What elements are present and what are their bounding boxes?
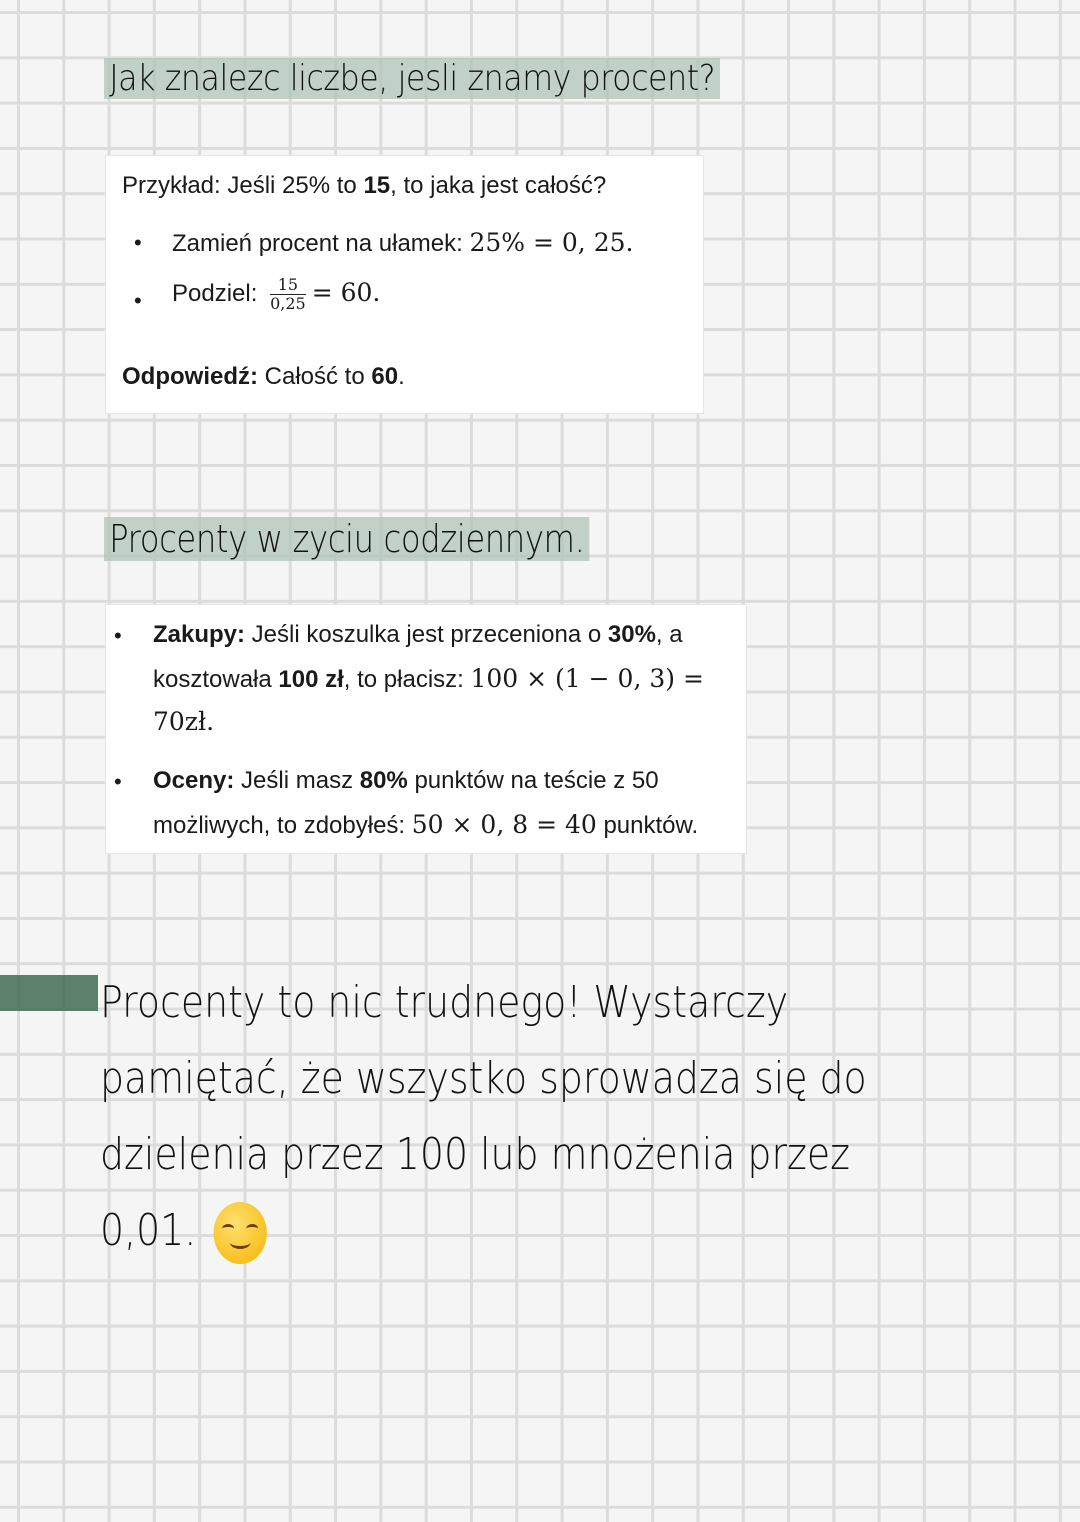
shopping-result: 70zł. bbox=[153, 707, 215, 736]
bullet: • bbox=[134, 288, 142, 313]
shopping-line-1: Zakupy: Jeśli koszulka jest przeceniona o 30%, a bbox=[153, 621, 683, 648]
example-intro: Przykład: Jeśli 25% to 15, to jaka jest całość? bbox=[122, 172, 607, 199]
bullet: • bbox=[134, 230, 142, 255]
bullet: • bbox=[114, 769, 122, 794]
everyday-card bbox=[105, 604, 747, 854]
bullet: • bbox=[114, 623, 122, 648]
example-answer: Odpowiedź: Całość to 60. bbox=[122, 363, 405, 390]
grades-line-1: Oceny: Jeśli masz 80% punktów na teście z 50 bbox=[153, 767, 659, 794]
conclusion-text: Procenty to nic trudnego! Wystarczy pamiętać, że wszystko sprowadza się do dzielenia przez 100 lub mnożenia przez 0,01. bbox=[100, 965, 874, 1269]
highlight-marker bbox=[0, 975, 98, 1011]
example-card bbox=[105, 155, 704, 414]
heading-find-number: Jak znalezc liczbe, jesli znamy procent? bbox=[104, 58, 720, 99]
smiling-face-icon bbox=[213, 1202, 266, 1264]
step-divide: Podziel: $\frac{15}{0,25}$ = 60. bbox=[172, 275, 381, 313]
fraction: $\frac{15}{0,25}$ bbox=[270, 275, 306, 313]
grades-line-2: możliwych, to zdobyłeś: 50 × 0, 8 = 40 punktów. bbox=[153, 810, 699, 839]
heading-everyday: Procenty w zyciu codziennym. bbox=[104, 517, 590, 561]
shopping-line-2: kosztowała 100 zł, to płacisz: 100 × (1 − 0, 3) = bbox=[153, 664, 704, 693]
step-convert: Zamień procent na ułamek: 25% = 0, 25. bbox=[172, 228, 634, 257]
